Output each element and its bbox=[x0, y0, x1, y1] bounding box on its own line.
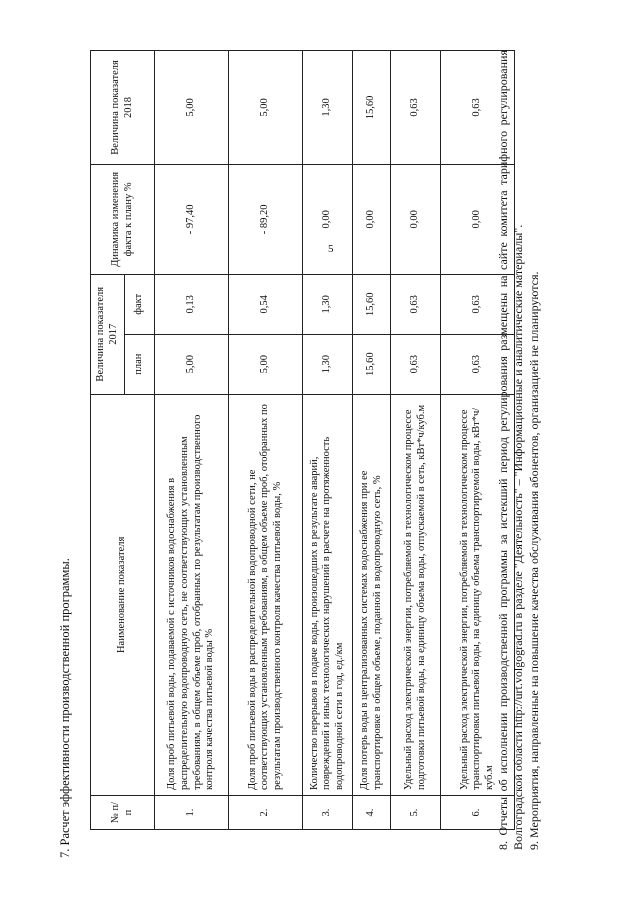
header-fact: факт bbox=[125, 274, 155, 334]
row-name: Количество перерывов в подаче воды, произошедших в результате аварий, повреждений и иных технологических нарушений в расчете на протяженность водопроводной сети в год, ед./км bbox=[303, 394, 353, 795]
row-num: 6. bbox=[441, 796, 515, 830]
row-value-2018: 5,00 bbox=[155, 51, 229, 165]
row-name: Удельный расход электрической энергии, потребляемой в технологическом процессе подготовки питьевой воды, на единицу объема воды, отпускаемой в сеть, кВт*ч/куб.м bbox=[391, 394, 441, 795]
note-9: 9. Мероприятия, направленные на повышение качества обслуживания абонентов, организацией не планируются. bbox=[526, 271, 541, 850]
row-dynamics: 0,00 bbox=[441, 164, 515, 274]
row-name: Доля потерь воды в централизованных системах водоснабжения при ее транспортировке в общем объеме, поданной в водопроводную сеть, % bbox=[353, 394, 391, 795]
header-plan: план bbox=[125, 334, 155, 394]
row-name: Доля проб питьевой воды, подаваемой с источников водоснабжения в распределительную водопроводную сеть, не соответствующих установленным требованиям, в общем объеме проб, отобранных по результатам производственного контроля качества питьевой воды % bbox=[155, 394, 229, 795]
row-fact: 0,63 bbox=[441, 274, 515, 334]
row-name: Доля проб питьевой воды в распределительной водопроводной сети, не соответствующих установленным требованиям, в общем объеме проб, отобранных по результатам производственного контроля качества питьевой воды, % bbox=[229, 394, 303, 795]
row-dynamics: 0,00 bbox=[303, 164, 353, 274]
row-num: 4. bbox=[353, 796, 391, 830]
row-plan: 15,60 bbox=[353, 334, 391, 394]
row-dynamics: - 97,40 bbox=[155, 164, 229, 274]
row-dynamics: 0,00 bbox=[353, 164, 391, 274]
row-value-2018: 1,30 bbox=[303, 51, 353, 165]
row-num: 3. bbox=[303, 796, 353, 830]
row-plan: 0,63 bbox=[391, 334, 441, 394]
page-number: 5 bbox=[328, 243, 334, 255]
header-value-2017: Величина показателя 2017 bbox=[91, 274, 125, 394]
row-num: 2. bbox=[229, 796, 303, 830]
row-num: 5. bbox=[391, 796, 441, 830]
note-8: 8. Отчеты об исполнении производственной программы за истекший период регулирования размещены на сайте комитета тарифного регулирования Волгоградской области http://urt.volgograd.ru в разделе "Деятельность" – "Информационные и аналитические материалы". bbox=[496, 50, 526, 850]
notes bbox=[496, 50, 542, 850]
table-row bbox=[155, 51, 229, 830]
row-dynamics: - 89,20 bbox=[229, 164, 303, 274]
row-fact: 15,60 bbox=[353, 274, 391, 334]
header-name: Наименование показателя bbox=[91, 394, 155, 795]
efficiency-table bbox=[90, 50, 515, 830]
rotated-landscape-content bbox=[50, 20, 590, 860]
table-row bbox=[229, 51, 303, 830]
row-plan: 5,00 bbox=[229, 334, 303, 394]
row-name: Удельный расход электрической энергии, потребляемой в технологическом процессе транспортировки питьевой воды, на единицу объема транспортируемой воды, кВт*ч/куб.м bbox=[441, 394, 515, 795]
row-fact: 1,30 bbox=[303, 274, 353, 334]
row-plan: 1,30 bbox=[303, 334, 353, 394]
table-row bbox=[353, 51, 391, 830]
row-num: 1. bbox=[155, 796, 229, 830]
header-value-2018: Величина показателя 2018 bbox=[91, 51, 155, 165]
row-fact: 0,63 bbox=[391, 274, 441, 334]
row-value-2018: 0,63 bbox=[441, 51, 515, 165]
section-title: 7. Расчет эффективности производственной программы. bbox=[58, 558, 72, 858]
row-value-2018: 0,63 bbox=[391, 51, 441, 165]
row-value-2018: 5,00 bbox=[229, 51, 303, 165]
row-plan: 0,63 bbox=[441, 334, 515, 394]
table-row bbox=[303, 51, 353, 830]
header-num: № п/п bbox=[91, 796, 155, 830]
row-fact: 0,54 bbox=[229, 274, 303, 334]
table-row bbox=[391, 51, 441, 830]
row-plan: 5,00 bbox=[155, 334, 229, 394]
header-dynamics: Динамика изменения факта к плану % bbox=[91, 164, 155, 274]
row-fact: 0,13 bbox=[155, 274, 229, 334]
row-dynamics: 0,00 bbox=[391, 164, 441, 274]
row-value-2018: 15,60 bbox=[353, 51, 391, 165]
